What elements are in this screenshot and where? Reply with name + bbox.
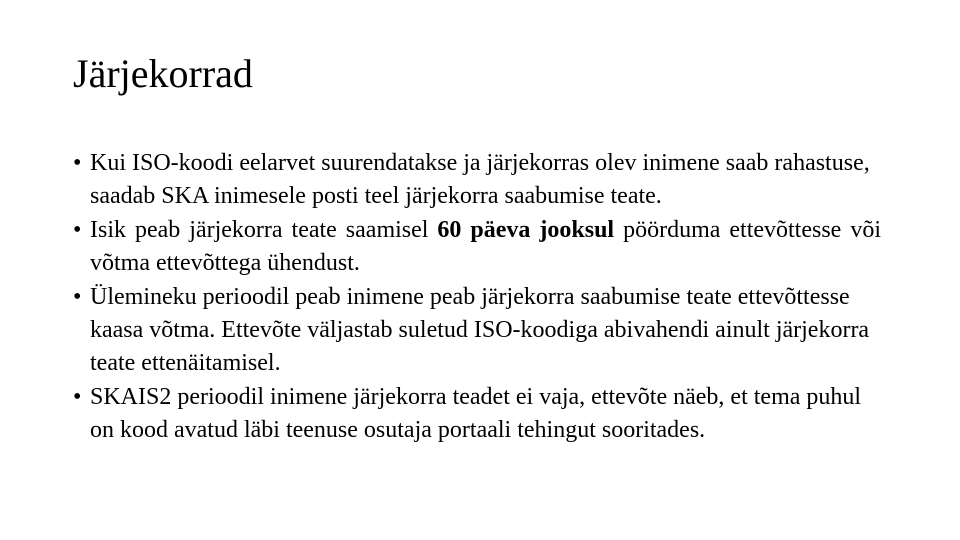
bullet-item-4 xyxy=(73,381,881,447)
bullet-item-3 xyxy=(73,281,881,380)
bullet-text: Ülemineku perioodil peab inimene peab järjekorra saabumise teate ettevõttesse kaasa võtma. Ettevõte väljastab suletud ISO-koodiga abivahendi ainult järjekorra teate ettenäitamisel. xyxy=(90,284,870,376)
bullet-list xyxy=(73,147,881,448)
bullet-icon: • xyxy=(73,150,82,176)
bullet-text-bold: 60 päeva jooksul xyxy=(437,217,615,243)
bullet-text-after: pöörduma ettevõttesse või võtma ettevõttega ühendust. xyxy=(90,217,881,276)
bullet-icon: • xyxy=(73,384,82,410)
bullet-text: Kui ISO-koodi eelarvet suurendatakse ja järjekorras olev inimene saab rahastuse, saadab SKA inimesele posti teel järjekorra saabumise teate. xyxy=(90,150,870,209)
bullet-text-before: Isik peab järjekorra teate saamisel xyxy=(90,217,438,243)
bullet-item-2 xyxy=(73,214,881,280)
bullet-text: SKAIS2 perioodil inimene järjekorra teadet ei vaja, ettevõte näeb, et tema puhul on kood avatud läbi teenuse osutaja portaali tehingut sooritades. xyxy=(90,384,862,443)
bullet-item-1 xyxy=(73,147,881,213)
slide-title: Järjekorrad xyxy=(73,51,253,96)
bullet-icon: • xyxy=(73,217,82,243)
bullet-icon: • xyxy=(73,284,82,310)
